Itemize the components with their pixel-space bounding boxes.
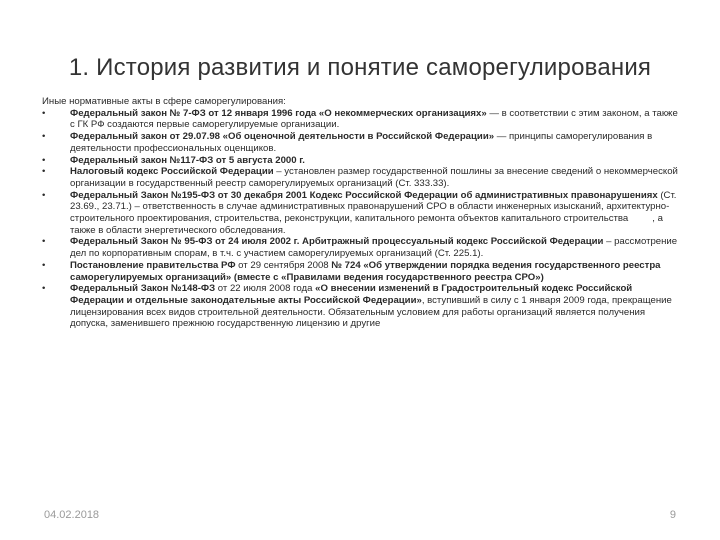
item-text: , вступивший в силу с 1 января 2009 года, прекращение лицензирования всех видов строительной деятельности. Обязательным условием для работы организаций является получения допуска, заменившего прежнюю государственную лицензию и другие	[70, 294, 672, 330]
bullet-icon: •	[42, 131, 46, 143]
item-text: (Ст. 23.69., 23.71.) – ответственность в случае административных правонарушений СРО в области инженерных изысканий, архитектурно-строительного проектирования, строительства, реконструкции, капитального ремонта объектов капитального строительства , а также в области энергетического обследования.	[70, 189, 680, 236]
item-bold-text: Федеральный закон №117-ФЗ от 5 августа 2000 г.	[70, 154, 305, 166]
bullet-icon: •	[42, 259, 46, 271]
item-text: – установлен размер государственной пошлины за внесение сведений о некоммерческой организации в государственный реестр саморегулируемых организаций (Ст. 333.33).	[70, 166, 678, 189]
item-text: от 22 июля 2008 года	[215, 283, 316, 295]
bullet-icon: •	[42, 107, 46, 119]
item-bold-text: Федеральный Закон №195-ФЗ от 30 декабря 2001 Кодекс Российской Федерации об административных правонарушениях	[70, 189, 658, 201]
item-bold-text: Постановление правительства РФ	[70, 259, 236, 271]
item-bold-text: Федеральный закон № 7-ФЗ от 12 января 1996 года «О некоммерческих организациях»	[70, 107, 487, 119]
list-item	[42, 260, 682, 283]
bullet-icon: •	[42, 166, 46, 178]
item-bold-text: «О внесении изменений в Градостроительный кодекс Российской Федерации и отдельные законодательные акты Российской Федерации»	[70, 283, 633, 306]
bullet-icon: •	[42, 189, 46, 201]
item-text: – рассмотрение дел по корпоративным спорам, в т.ч. с участием саморегулируемых организаций (Ст. 225.1).	[70, 236, 678, 260]
item-bold-text: Федеральный закон от 29.07.98 «Об оценочной деятельности в Российской Федерации»	[70, 131, 495, 143]
list-item	[42, 236, 682, 259]
bullet-icon: •	[42, 154, 46, 166]
page-number: 9	[669, 509, 676, 521]
law-list	[42, 108, 682, 330]
list-item	[42, 108, 682, 131]
intro-text: Иные нормативные акты в сфере саморегулирования:	[42, 96, 286, 107]
item-text: — в соответствии с этим законом, а также с ГК РФ создаются первые саморегулируемые организации.	[70, 107, 678, 131]
item-bold-text: № 724 «Об утверждении порядка ведения государственного реестра саморегулируемых организаций» (вместе с «Правилами ведения государственного реестра СРО»)	[70, 259, 661, 283]
footer-date: 04.02.2018	[44, 509, 100, 521]
item-bold-text: Федеральный Закон № 95-ФЗ от 24 июля 2002 г. Арбитражный процессуальный кодекс Российской Федерации	[70, 236, 604, 248]
list-item	[42, 190, 682, 237]
list-item	[42, 283, 682, 330]
list-item	[42, 166, 682, 189]
slide-title: 1. История развития и понятие саморегулирования	[68, 54, 652, 81]
slide-content	[42, 96, 682, 330]
item-bold-text: Налоговый кодекс Российской Федерации	[70, 166, 274, 178]
item-text: — принципы саморегулирования в деятельности профессиональных оценщиков.	[70, 131, 653, 154]
list-item	[42, 131, 682, 154]
list-item	[42, 155, 682, 167]
item-text: от 29 сентября 2008	[235, 259, 332, 271]
bullet-icon: •	[42, 283, 46, 295]
item-bold-text: Федеральный Закон №148-ФЗ	[70, 283, 216, 295]
bullet-icon: •	[42, 236, 46, 248]
